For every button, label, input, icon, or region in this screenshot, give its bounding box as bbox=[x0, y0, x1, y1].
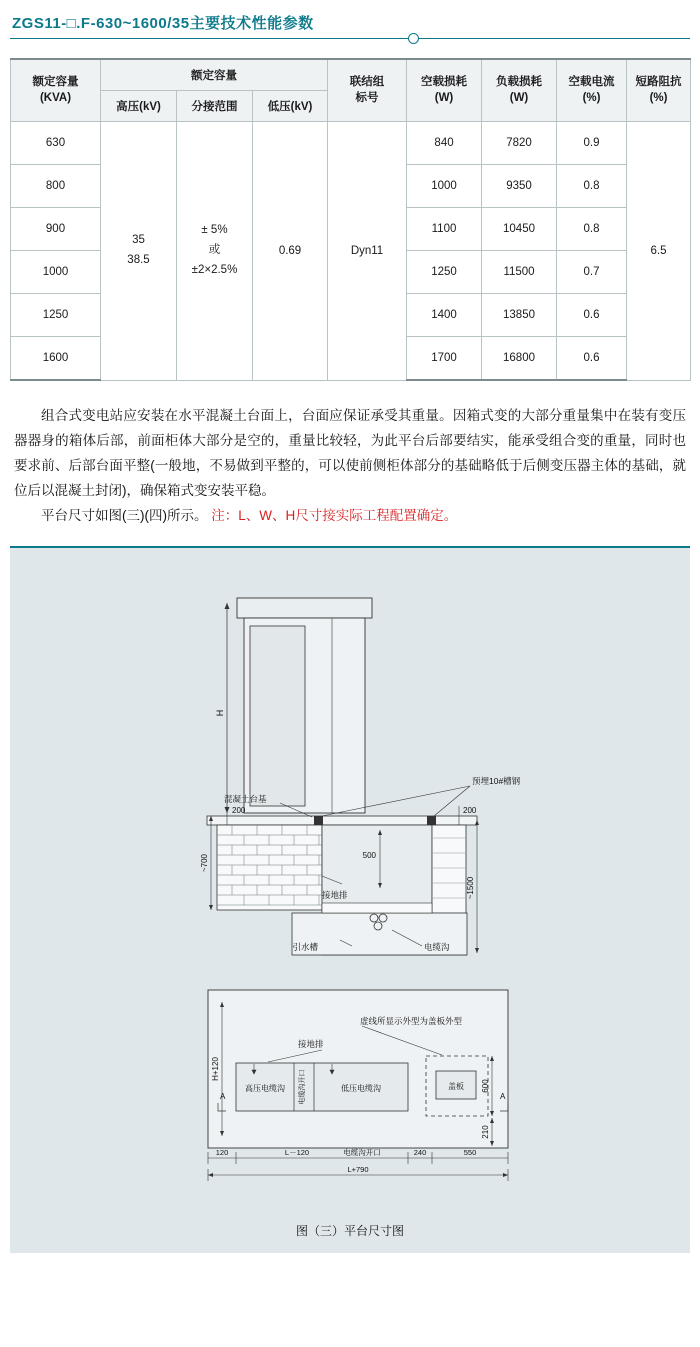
spec-table-container bbox=[10, 58, 690, 381]
cabinet-front-door bbox=[250, 626, 305, 806]
th-load-loss-label: 负载损耗 bbox=[496, 75, 543, 88]
figure-inner bbox=[22, 558, 678, 1243]
label-dim-l-minus-120: L－120 bbox=[284, 1148, 310, 1157]
cell-capacity: 630 bbox=[11, 122, 101, 165]
label-ground-bar-top: 接地排 bbox=[322, 890, 348, 900]
label-cable-trench: 电缆沟 bbox=[424, 942, 450, 952]
dim-overall-arrow-left bbox=[208, 1173, 213, 1177]
dim700-arrow-bottom bbox=[209, 905, 213, 910]
cell-capacity: 1000 bbox=[11, 251, 101, 294]
spec-table-head bbox=[11, 59, 691, 122]
table-header-row-1 bbox=[11, 59, 691, 91]
th-short-circuit-impedance-unit: (%) bbox=[649, 91, 668, 104]
label-dim-550: 550 bbox=[463, 1148, 477, 1157]
paragraph-installation: 组合式变电站应安装在水平混凝土台面上，台面应保证承受其重量。因箱式变的大部分重量集中在装有变压器器身的箱体后部，前面柜体大部分是空的，重量比较轻，为此平台后部要结实，能承受组合变的重量，同时也要求前、后部台面平整(一般地，不易做到平整的，可以使前侧柜体部分的基础略低于后侧变压器主体的基础，就位后以混凝土封闭)，确保箱式变安装平稳。 bbox=[14, 408, 686, 498]
page-header bbox=[10, 12, 690, 42]
cell-no-load-loss: 1700 bbox=[407, 337, 482, 381]
label-dashed-note: 虚线所显示外型为盖板外型 bbox=[360, 1016, 463, 1026]
cell-tap-line3: ±2×2.5% bbox=[191, 263, 238, 276]
cell-capacity: 900 bbox=[11, 208, 101, 251]
header-divider bbox=[10, 38, 690, 39]
th-no-load-loss-unit: (W) bbox=[434, 91, 454, 104]
cell-lv-merged: 0.69 bbox=[253, 122, 328, 381]
th-no-load-current bbox=[557, 59, 627, 122]
cell-no-load-current: 0.7 bbox=[557, 251, 627, 294]
cell-tap-merged bbox=[177, 122, 253, 381]
label-dim-700: ~700 bbox=[200, 853, 209, 873]
th-rated-voltage-group: 额定容量 bbox=[101, 59, 328, 91]
cabinet-roof bbox=[237, 598, 372, 618]
label-h-plus-120: H+120 bbox=[211, 1057, 220, 1081]
label-mark-a-right: A bbox=[500, 1092, 506, 1101]
th-lv: 低压(kV) bbox=[253, 91, 328, 122]
th-hv: 高压(kV) bbox=[101, 91, 177, 122]
cell-capacity: 1250 bbox=[11, 294, 101, 337]
embedded-channel-left bbox=[314, 816, 323, 825]
label-dim-200-right: 200 bbox=[463, 806, 477, 815]
cell-hv-merged bbox=[101, 122, 177, 381]
th-no-load-current-label: 空载电流 bbox=[568, 75, 615, 88]
cell-no-load-current: 0.8 bbox=[557, 165, 627, 208]
figure-panel bbox=[10, 548, 690, 1253]
label-dim-210: 210 bbox=[481, 1125, 490, 1139]
cell-no-load-loss: 1100 bbox=[407, 208, 482, 251]
dim1500-arrow-bottom bbox=[475, 948, 479, 953]
label-cover-plate: 盖板 bbox=[448, 1082, 464, 1091]
cell-connection-merged: Dyn11 bbox=[328, 122, 407, 381]
cell-no-load-current: 0.6 bbox=[557, 294, 627, 337]
th-load-loss-unit: (W) bbox=[509, 91, 529, 104]
th-connection-group-line1: 联结组 bbox=[349, 75, 385, 88]
dimension-note-normal: 平台尺寸如图(三)(四)所示。 bbox=[41, 508, 208, 523]
trench-ledge bbox=[322, 903, 432, 913]
th-rated-capacity bbox=[11, 59, 101, 122]
figure-caption: 图（三）平台尺寸图 bbox=[295, 1224, 404, 1238]
cell-no-load-loss: 1250 bbox=[407, 251, 482, 294]
platform-dimension-drawing bbox=[22, 558, 678, 1243]
spec-table bbox=[10, 58, 691, 381]
base-top-slab bbox=[207, 816, 477, 825]
th-tap-range: 分接范围 bbox=[177, 91, 253, 122]
label-lv-cable-trench: 低压电缆沟 bbox=[341, 1084, 381, 1093]
label-mid-trench: 电缆沟开口 bbox=[299, 1069, 306, 1105]
cell-load-loss: 13850 bbox=[482, 294, 557, 337]
dimension-note-red: 注：L、W、H尺寸接实际工程配置确定。 bbox=[211, 508, 458, 523]
cell-no-load-current: 0.8 bbox=[557, 208, 627, 251]
label-ground-bar-plan: 接地排 bbox=[298, 1039, 324, 1049]
label-embedded-channel: 预埋10#槽钢 bbox=[472, 776, 521, 786]
th-no-load-current-unit: (%) bbox=[582, 91, 601, 104]
cell-tap-line1: ± 5% bbox=[201, 224, 228, 237]
label-hv-cable-trench: 高压电缆沟 bbox=[245, 1084, 285, 1093]
cell-no-load-loss: 1400 bbox=[407, 294, 482, 337]
th-short-circuit-impedance-label: 短路阻抗 bbox=[635, 75, 682, 88]
cell-tap-line2: 或 bbox=[208, 243, 221, 256]
paragraph-dimensions bbox=[14, 503, 686, 528]
cell-load-loss: 10450 bbox=[482, 208, 557, 251]
header-dot-marker bbox=[408, 33, 419, 44]
th-rated-capacity-unit: (KVA) bbox=[39, 91, 72, 104]
label-dim-200-left: 200 bbox=[232, 806, 246, 815]
label-dim-1500: ~1500 bbox=[466, 876, 475, 900]
section-view bbox=[200, 598, 521, 955]
cell-no-load-current: 0.6 bbox=[557, 337, 627, 381]
th-connection-group-line2: 标号 bbox=[355, 91, 379, 104]
masonry-left bbox=[217, 825, 322, 910]
cell-load-loss: 9350 bbox=[482, 165, 557, 208]
label-trench-opening: 电缆沟开口 bbox=[343, 1148, 381, 1157]
dim-overall-arrow-right bbox=[503, 1173, 508, 1177]
label-concrete-base: 混凝土台基 bbox=[224, 794, 267, 804]
th-short-circuit-impedance bbox=[627, 59, 691, 122]
label-dim-l-plus-790: L+790 bbox=[347, 1165, 369, 1174]
th-connection-group bbox=[328, 59, 407, 122]
label-drain-channel: 引水槽 bbox=[292, 942, 318, 952]
th-no-load-loss bbox=[407, 59, 482, 122]
body-text-block bbox=[14, 403, 686, 528]
embedded-channel-right bbox=[427, 816, 436, 825]
spec-table-body bbox=[11, 122, 691, 381]
cell-hv-line1: 35 bbox=[132, 234, 145, 247]
table-row bbox=[11, 122, 691, 165]
cell-no-load-loss: 1000 bbox=[407, 165, 482, 208]
cell-capacity: 1600 bbox=[11, 337, 101, 381]
h-arrow-top bbox=[225, 603, 230, 609]
label-dim-600: 600 bbox=[481, 1079, 490, 1093]
cell-impedance-merged: 6.5 bbox=[627, 122, 691, 381]
cell-no-load-loss: 840 bbox=[407, 122, 482, 165]
label-h: H bbox=[215, 709, 225, 717]
cell-no-load-current: 0.9 bbox=[557, 122, 627, 165]
cell-load-loss: 11500 bbox=[482, 251, 557, 294]
th-no-load-loss-label: 空载损耗 bbox=[421, 75, 468, 88]
label-dim-500: 500 bbox=[362, 851, 376, 860]
cell-load-loss: 16800 bbox=[482, 337, 557, 381]
cell-capacity: 800 bbox=[11, 165, 101, 208]
page-title: ZGS11-□.F-630~1600/35主要技术性能参数 bbox=[12, 15, 314, 32]
th-load-loss bbox=[482, 59, 557, 122]
cell-hv-line2: 38.5 bbox=[127, 253, 150, 266]
label-dim-240: 240 bbox=[413, 1148, 427, 1157]
cell-load-loss: 7820 bbox=[482, 122, 557, 165]
label-dim-120: 120 bbox=[215, 1148, 229, 1157]
plan-view bbox=[208, 990, 508, 1181]
th-rated-capacity-label: 额定容量 bbox=[32, 75, 79, 88]
label-mark-a-left: A bbox=[220, 1092, 226, 1101]
